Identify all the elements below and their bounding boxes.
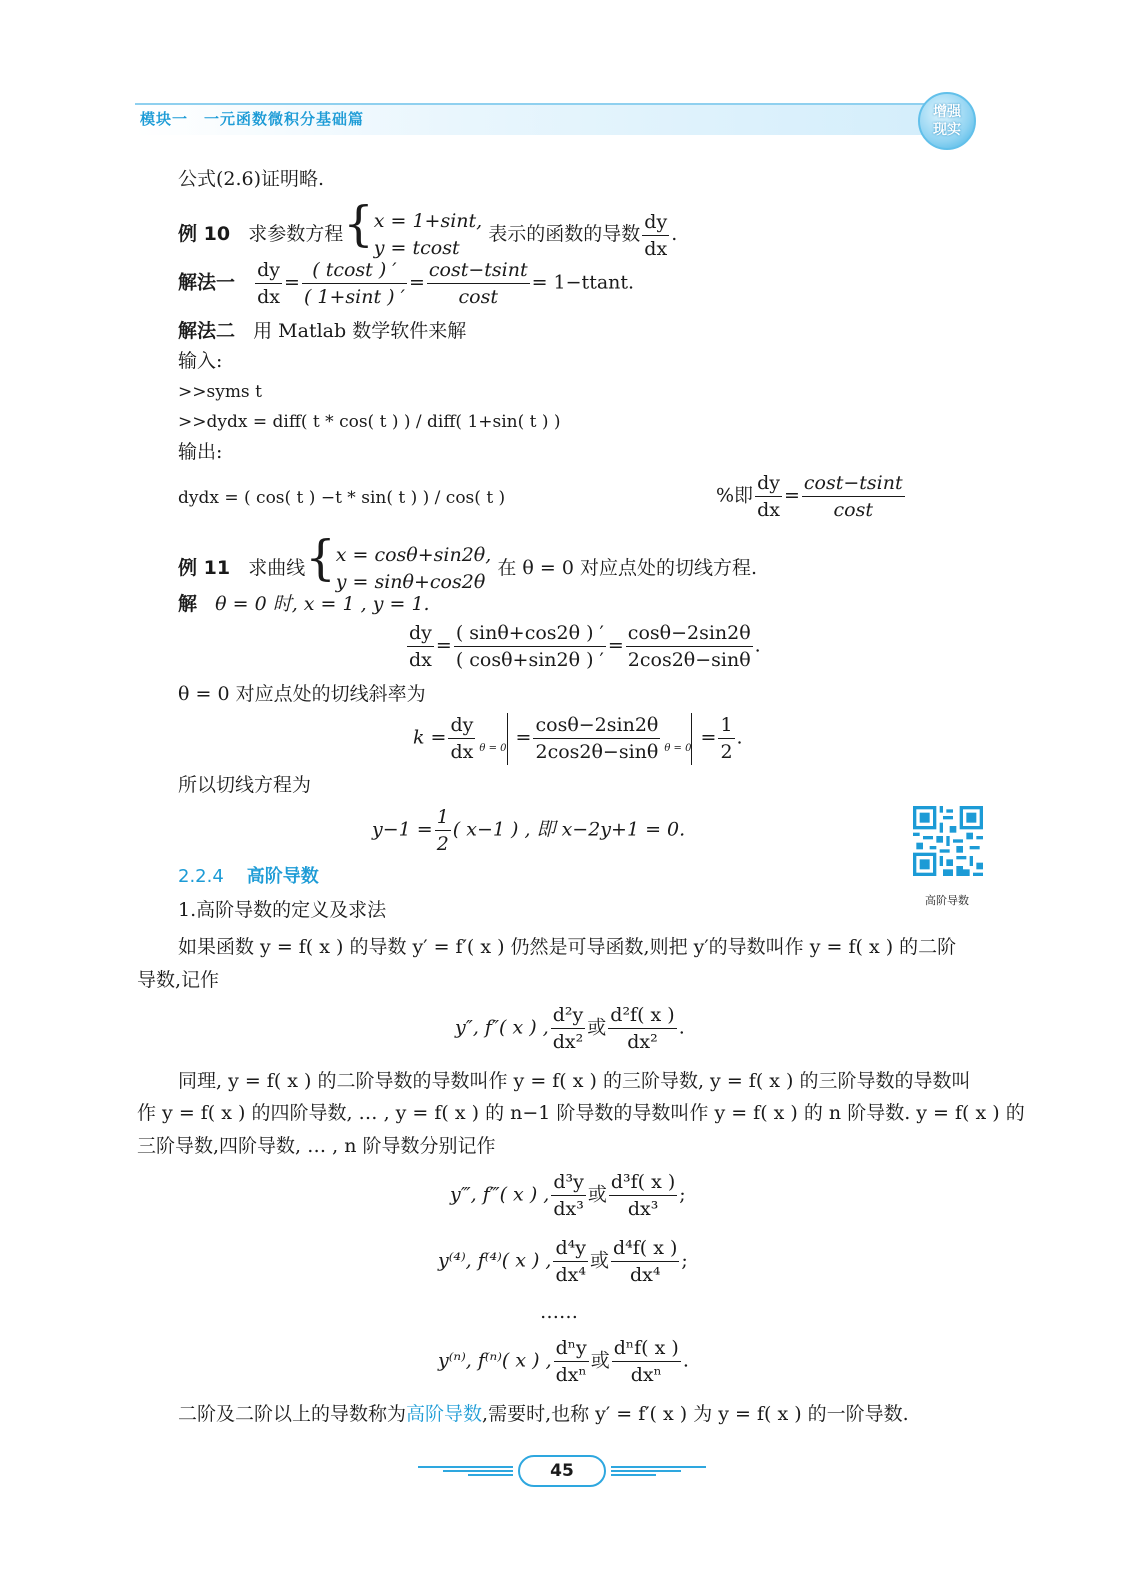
brace: { <box>343 196 374 252</box>
slope-eq: k = $\frac{dy}{dx}$ $_{\theta = 0}$ = $\frac{\cos\theta-2\sin 2\theta}{2\cos 2\theta-\sin\theta}$ $_{\theta = 0}$ = $\frac{1}{2}$ . <box>413 714 743 763</box>
derivative-eq: $\frac{dy}{dx}$ = $\frac{( \sin\theta+\cos 2\theta ) '}{( \cos\theta+\sin 2\theta ) '}$ = $\frac{\cos\theta-2\sin 2\theta}{2\cos 2\theta-\sin\theta}$ . <box>409 622 761 671</box>
highlight-term[interactable]: 高阶导数 <box>406 1403 483 1425</box>
eq-fourth-derivative <box>438 1235 688 1288</box>
frac-den: dx⁴ <box>555 1264 586 1286</box>
frac-den: dx³ <box>627 1198 659 1220</box>
formula-proof-text: 公式(2.6)证明略. <box>178 168 325 190</box>
frac-den: dx² <box>552 1031 584 1053</box>
slope-frac3 <box>718 712 734 765</box>
ex10-sys1: x = 1+sint, <box>373 210 483 232</box>
eval-sub: θ = 0 <box>479 742 507 754</box>
sol1-tail: = 1−ttant. <box>531 271 635 294</box>
frac-den: dx <box>757 499 780 521</box>
frac-num: cosθ−2sin2θ <box>626 620 753 647</box>
deq-frac1 <box>407 620 434 673</box>
frac-num: dⁿf( x ) <box>612 1335 681 1362</box>
frac-num: dy <box>255 257 282 284</box>
qr-caption: 高阶导数 <box>925 894 969 907</box>
ex10-system <box>374 208 482 262</box>
sol-text: θ = 0 时, x = 1 , y = 1. <box>215 593 430 615</box>
frac-num: dy <box>642 209 669 236</box>
para1-line1: 如果函数 y = f( x ) 的导数 y′ = f′( x ) 仍然是可导函数,则把 y′的导数叫作 y = f( x ) 的二阶 <box>178 936 957 958</box>
tangent-post: ( x−1 ) , 即 x−2y+1 = 0. <box>452 818 686 841</box>
slope-frac1 <box>448 712 475 765</box>
code-line-2: >>dydx = diff( t * cos( t ) ) / diff( 1+sin( t ) ) <box>178 412 561 432</box>
frac-num: d²f( x ) <box>608 1002 676 1029</box>
eqn-pre: y⁽ⁿ⁾, f⁽ⁿ⁾( x ) , <box>438 1349 552 1372</box>
or-word: 或 <box>587 1183 607 1206</box>
frac-den: ( 1+sint ) ′ <box>303 286 405 308</box>
period: . <box>736 726 743 749</box>
eq-second-derivative <box>455 1002 685 1055</box>
ex11-label: 例 11 <box>178 557 231 579</box>
frac-num: d⁴f( x ) <box>611 1235 679 1262</box>
frac-num: dy <box>407 620 434 647</box>
dy-dx-fraction <box>642 209 669 262</box>
eval-bar <box>664 713 692 765</box>
frac-den: dx <box>644 237 668 260</box>
brace: { <box>305 530 336 586</box>
solution-1: 解法一 $\frac{dy}{dx}$ = $\frac{( tcost ) '}{( 1+\sin t ) '}$ = $\frac{\cos t-tsint}{\cos t}$ = 1−ttant. <box>178 259 635 308</box>
or-word: 或 <box>590 1349 610 1372</box>
comment-frac2 <box>802 470 905 523</box>
frac-num: cost−tsint <box>427 257 530 284</box>
ex11-sys2: y = sinθ+cos2θ <box>335 571 486 593</box>
final-paragraph <box>178 1400 909 1428</box>
example-11 <box>178 530 757 596</box>
eval-bar <box>479 713 507 765</box>
para2-line1: 同理, y = f( x ) 的二阶导数的导数叫作 y = f( x ) 的三阶导数, y = f( x ) 的三阶导数的导数叫 <box>178 1070 971 1092</box>
frac-num: 1 <box>718 712 734 739</box>
frac-den: dxⁿ <box>555 1364 587 1386</box>
output-label: 输出: <box>178 441 223 463</box>
frac-num: dy <box>448 712 475 739</box>
sol1-frac1 <box>255 257 282 310</box>
ellipsis: …… <box>540 1301 578 1323</box>
eq-third-derivative <box>450 1169 686 1222</box>
frac-num: dy <box>755 470 782 497</box>
qr-code-icon[interactable] <box>913 806 983 876</box>
period: . <box>678 1016 685 1039</box>
ex10-sys2: y = tcost <box>373 237 460 259</box>
sol1-frac3 <box>427 257 530 310</box>
frac-den: 2cos2θ−sinθ <box>535 741 659 763</box>
ex11-pre: 求曲线 <box>248 557 306 579</box>
sol-label: 解 <box>178 593 198 615</box>
final-a: 二阶及二阶以上的导数称为 <box>178 1403 407 1425</box>
sol2-label: 解法二 <box>178 320 236 342</box>
slope-frac2 <box>533 712 660 765</box>
or-word: 或 <box>587 1016 607 1039</box>
footer-line-left <box>418 1466 513 1476</box>
ex11-post: 在 θ = 0 对应点处的切线方程. <box>497 557 757 579</box>
eq2-frac1 <box>551 1002 586 1055</box>
para2-line2: 作 y = f( x ) 的四阶导数, … , y = f( x ) 的 n−1 阶导数的导数叫作 y = f( x ) 的 n 阶导数. y = f( x ) 的 <box>137 1102 1025 1124</box>
frac-num: cosθ−2sin2θ <box>533 712 660 739</box>
deq-frac2 <box>454 620 606 673</box>
comment-frac1 <box>755 470 782 523</box>
para2-line3: 三阶导数,四阶导数, … , n 阶导数分别记作 <box>137 1135 496 1157</box>
frac-num: ( sinθ+cos2θ ) ′ <box>454 620 606 647</box>
code-line-3: dydx = ( cos( t ) −t * sin( t ) ) / cos( t ) <box>178 488 506 508</box>
final-b: ,需要时,也称 y′ = f′( x ) 为 y = f( x ) 的一阶导数. <box>482 1403 909 1425</box>
ex11-sys1: x = cosθ+sin2θ, <box>335 544 492 566</box>
section-heading <box>178 863 319 891</box>
section-num: 2.2.4 <box>178 866 224 887</box>
frac-den: dx³ <box>553 1198 584 1220</box>
page-number: 45 <box>518 1455 606 1487</box>
ex11-system <box>336 542 492 596</box>
eq3-frac1 <box>551 1169 586 1222</box>
header-title: 模块一 一元函数微积分基础篇 <box>140 110 365 128</box>
eq4-frac1 <box>553 1235 588 1288</box>
slope-text: θ = 0 对应点处的切线斜率为 <box>178 683 426 705</box>
tangent-pre: y−1 = <box>372 818 433 841</box>
frac-den: dx² <box>627 1031 658 1053</box>
frac-num: d⁴y <box>553 1235 588 1262</box>
sol1-label: 解法一 <box>178 271 236 294</box>
or-word: 或 <box>589 1249 609 1272</box>
eq2-frac2 <box>608 1002 676 1055</box>
semicolon: ; <box>679 1183 686 1206</box>
tangent-frac <box>435 804 451 857</box>
frac-num: d³f( x ) <box>609 1169 677 1196</box>
semicolon: ; <box>681 1249 688 1272</box>
ex10-post: 表示的函数的导数 <box>488 223 641 245</box>
code-comment: %即 $\frac{dy}{dx}$ = $\frac{\cos t-tsint}{\cos t}$ <box>716 472 903 521</box>
footer-line-right <box>611 1466 706 1476</box>
frac-den: ( cosθ+sin2θ ) ′ <box>455 649 604 671</box>
frac-den: 2 <box>720 741 733 763</box>
sol1-frac2 <box>302 257 407 310</box>
frac-den: dx⁴ <box>629 1264 661 1286</box>
eq3-pre: y‴, f‴( x ) , <box>450 1183 550 1206</box>
eq4-frac2 <box>611 1235 679 1288</box>
frac-num: ( tcost ) ′ <box>302 257 407 284</box>
frac-den: 2cos2θ−sinθ <box>627 649 751 671</box>
frac-num: d³y <box>551 1169 586 1196</box>
badge-line2: 现实 <box>933 122 961 138</box>
frac-den: dxⁿ <box>630 1364 662 1386</box>
eqn-frac2 <box>612 1335 681 1388</box>
frac-den: dx <box>257 286 281 308</box>
eq3-frac2 <box>609 1169 677 1222</box>
pct-label: %即 <box>716 484 754 507</box>
frac-num: dⁿy <box>554 1335 589 1362</box>
section-title: 高阶导数 <box>246 866 319 887</box>
eval-sub: θ = 0 <box>664 742 692 754</box>
input-label: 输入: <box>178 350 223 372</box>
frac-den: cost <box>833 499 873 521</box>
eq-nth-derivative <box>438 1335 689 1388</box>
tangent-eq <box>372 804 685 857</box>
frac-den: dx <box>409 649 432 671</box>
frac-den: 2 <box>436 833 449 855</box>
code-line-1: >>syms t <box>178 382 262 402</box>
eq2-pre: y″, f″( x ) , <box>455 1016 549 1039</box>
badge-line1: 增强 <box>933 104 961 120</box>
so-text: 所以切线方程为 <box>178 774 312 796</box>
frac-num: d²y <box>551 1002 586 1029</box>
sol2-text: 用 Matlab 数学软件来解 <box>253 320 467 342</box>
para1-line2: 导数,记作 <box>137 969 220 991</box>
frac-num: 1 <box>435 804 451 831</box>
eq4-pre: y⁽⁴⁾, f⁽⁴⁾( x ) , <box>438 1249 552 1272</box>
deq-frac3 <box>626 620 753 673</box>
subsection-1: 1.高阶导数的定义及求法 <box>178 899 387 921</box>
frac-den: cost <box>458 286 498 308</box>
period: . <box>671 223 678 245</box>
eqn-frac1 <box>554 1335 589 1388</box>
ex10-pre: 求参数方程 <box>248 223 344 245</box>
solution <box>178 590 430 618</box>
frac-num: cost−tsint <box>802 470 905 497</box>
ar-badge[interactable] <box>918 92 976 150</box>
period: . <box>682 1349 689 1372</box>
k-eq: k = <box>413 726 447 749</box>
frac-den: dx <box>450 741 474 763</box>
ex10-label: 例 10 <box>178 223 231 245</box>
example-10 <box>178 196 678 262</box>
period: . <box>754 634 761 657</box>
solution-2 <box>178 317 466 345</box>
